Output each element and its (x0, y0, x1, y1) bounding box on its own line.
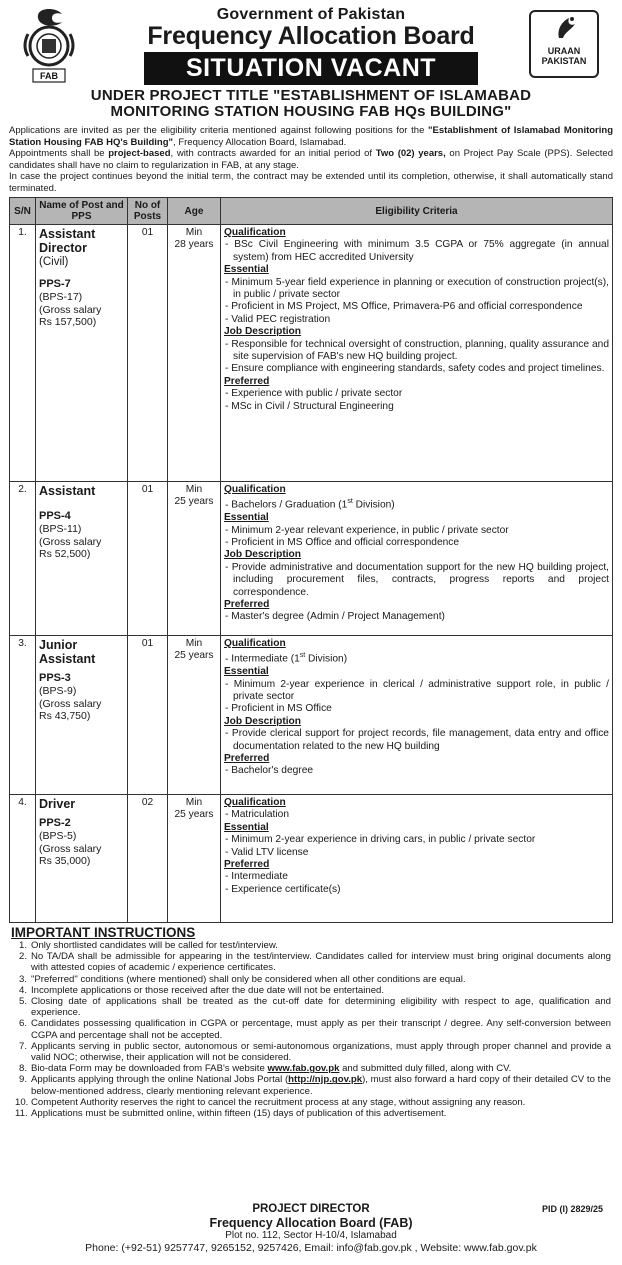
list-item: 4. Incomplete applications or those received after the due date will not be entertained. (18, 984, 385, 996)
list-item: 2. No TA/DA shall be admissible for appearing in the test/interview. Candidates called for interview must bring original documents along with attested copies of academic / experience certificates. (18, 951, 611, 974)
situation-vacant-banner: SITUATION VACANT (144, 52, 478, 85)
fab-website-link[interactable]: www.fab.gov.pk (267, 1063, 340, 1075)
footer (9, 1203, 613, 1255)
list-item: 5. Closing date of applications shall be treated as the cut-off date for determining eligibility with respect to age, qualification and experience. (18, 996, 611, 1019)
col-post: Name of Post and PPS (36, 198, 128, 225)
board-title: Frequency Allocation Board (147, 22, 475, 50)
fab-emblem-icon (18, 6, 80, 84)
list-item: 10. Competent Authority reserves the right to cancel the recruitment process at any stage, without assigning any reason. (15, 1096, 526, 1108)
government-title: Government of Pakistan (216, 6, 406, 23)
col-age: Age (168, 198, 221, 225)
project-director: PROJECT DIRECTOR (252, 1203, 370, 1215)
list-item: 9. Applicants applying through the online National Jobs Portal (http://njp.gov.pk), must also forward a hard copy of their detailed CV to the below-mentioned address, clearly mentioning relevant experience. (18, 1074, 611, 1097)
header (9, 4, 613, 88)
footer-address: Plot no. 112, Sector H-10/4, Islamabad (225, 1230, 397, 1241)
svg-text:FAB: FAB (40, 71, 58, 81)
list-item: 8. Bio-data Form may be downloaded from FAB's website www.fab.gov.pk and submitted duly filled, along with CV. (18, 1063, 512, 1075)
list-item: 11. Applications must be submitted online, within fifteen (15) days of publication of this advertisement. (15, 1108, 447, 1120)
instructions-list (9, 940, 613, 1119)
list-item: 3. "Preferred" conditions (where mentioned) shall only be considered when all other conditions are equal. (18, 973, 466, 985)
table-row: 1. Assistant Director (Civil) PPS-7 (BPS-17) (Gross salary Rs 157,500) 01 Min 28 years Qualification - BSc Civil Engineering with minimum 3.5 CGPA or 75% aggregate (in annual system) from HEC accredited University Essential - Minimum 5-year field experience in planning or execution of construction project(s), in public / private sector - Proficient in MS Project, MS Office, Primavera-P6 and official correspondence - Valid PEC registration Job Description - Responsible for technical oversight of construction, planning, quality assurance and site supervision of FAB's new HQ building project. - Ensure compliance with engineering standards, safety codes and project timelines. Preferred - Experience with public / private sector - MSc in Civil / Structural Engineering (10, 225, 613, 482)
bird-icon (531, 12, 597, 42)
positions-table (9, 197, 613, 923)
table-row: 3. Junior Assistant PPS-3 (BPS-9) (Gross salary Rs 43,750) 01 Min 25 years Qualification - Intermediate (1st Division) Essential - Minimum 2-year experience in clerical / administrative support role, in public / private sector - Proficient in MS Office Job Description - Provide clerical support for project records, file management, data entry and office documentation related to the new HQ building Preferred - Bachelor's degree (10, 636, 613, 795)
pid-number: PID (I) 2829/25 (541, 1204, 603, 1214)
uraan-pakistan-logo: URAAN PAKISTAN (529, 10, 599, 78)
project-subtitle: UNDER PROJECT TITLE "ESTABLISHMENT OF ISLAMABAD MONITORING STATION HOUSING FAB HQs BUILDING" (90, 87, 532, 120)
list-item: 6. Candidates possessing qualification in CGPA or percentage, must apply as per their transcript / degree. Any self-conversion between CGPA and percentage shall not be accepted. (18, 1018, 611, 1041)
njp-portal-link[interactable]: http://njp.gov.pk (288, 1074, 363, 1086)
col-criteria: Eligibility Criteria (221, 198, 613, 225)
footer-board: Frequency Allocation Board (FAB) (209, 1216, 413, 1230)
col-sn: S/N (10, 198, 36, 225)
fab-logo (18, 6, 80, 84)
table-header-row (10, 198, 613, 225)
footer-contact: Phone: (+92-51) 9257747, 9265152, 9257426, Email: info@fab.gov.pk , Website: www.fab.gov.pk (85, 1242, 537, 1254)
col-posts: No of Posts (128, 198, 168, 225)
list-item: 1. Only shortlisted candidates will be called for test/interview. (18, 940, 278, 951)
table-row: 2. Assistant PPS-4 (BPS-11) (Gross salary Rs 52,500) 01 Min 25 years Qualification - Bachelors / Graduation (1st Division) Essential - Minimum 2-year relevant experience, in public / private sector - Proficient in MS Office and official correspondence Job Description - Provide administrative and documentation support for the new HQ building project, including procurement files, contracts, progress reports and project correspondence. Preferred - Master's degree (Admin / Project Management) (10, 482, 613, 636)
intro-text: Applications are invited as per the eligibility criteria mentioned against following positions for the "Establishment of Islamabad Monitoring Station Housing FAB HQ's Building", Frequency Allocation Board, Islamabad. Appointments shall be project-based, with contracts awarded for an initial period of Two (02) years, on Project Pay Scale (PPS). Selected candidates shall have no claim to regularization in FAB, at any stage. In case the project continues beyond the initial term, the contract may be extended until its completion, otherwise, it shall automatically stand terminated. (9, 125, 614, 194)
list-item: 7. Applicants serving in public sector, autonomous or semi-autonomous organizations, must apply through proper channel and provide a valid NOC; otherwise, their application will not be considered. (18, 1040, 611, 1064)
table-row: 4. Driver PPS-2 (BPS-5) (Gross salary Rs 35,000) 02 Min 25 years Qualification - Matriculation Essential - Minimum 2-year experience in driving cars, in public / private sector - Valid LTV license Preferred - Intermediate - Experience certificate(s) (10, 795, 613, 923)
instructions-title: IMPORTANT INSTRUCTIONS (11, 925, 196, 940)
